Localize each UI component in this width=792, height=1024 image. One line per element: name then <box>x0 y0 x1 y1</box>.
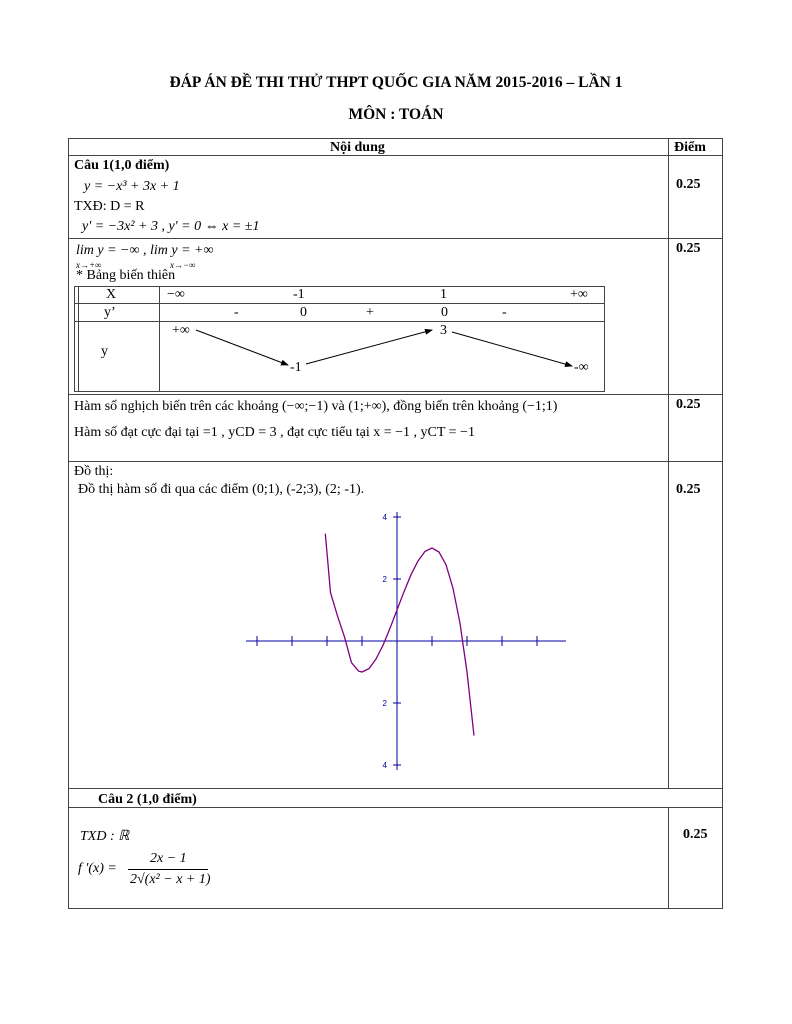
document-title: ĐÁP ÁN ĐỀ THI THỬ THPT QUỐC GIA NĂM 2015-2016 – LẦN 1 <box>169 74 623 91</box>
row-divider <box>68 155 723 156</box>
vt-row-yprime: y’ <box>104 305 116 320</box>
subject-title: MÔN : TOÁN <box>348 106 444 123</box>
column-divider-q2 <box>668 807 669 909</box>
row-divider <box>68 788 723 789</box>
function-curve <box>325 534 474 736</box>
variation-table <box>74 286 605 392</box>
vt-sign: 0 <box>300 305 307 320</box>
q1-graph-label: Đồ thị: <box>74 464 114 479</box>
fraction-bar <box>128 869 208 870</box>
function-graph <box>244 508 574 778</box>
q1-score-3: 0.25 <box>676 397 701 412</box>
q1-graph-description: Đồ thị hàm số đi qua các điểm (0;1), (-2;3), (2; -1). <box>78 482 365 497</box>
q1-function: y = −x³ + 3x + 1 <box>84 179 180 194</box>
q1-derivative: y' = −3x² + 3 , y' = 0 ⇔ x = ±1 <box>82 219 260 234</box>
vt-sign: + <box>366 305 374 320</box>
q2-denominator: 2√(x² − x + 1) <box>130 872 211 887</box>
score-column-header: Điểm <box>674 140 706 155</box>
vt-row-x: X <box>106 287 117 302</box>
vt-col-divider <box>159 286 160 392</box>
vt-y-val: +∞ <box>172 323 190 338</box>
question-2-heading: Câu 2 (1,0 điểm) <box>98 792 197 807</box>
q1-score-1: 0.25 <box>676 177 701 192</box>
q1-limits: lim y = −∞ , lim y = +∞ <box>76 243 214 258</box>
q1-domain: TXĐ: D = R <box>74 199 145 214</box>
vt-x-val: 1 <box>440 287 447 302</box>
q1-extrema: Hàm số đạt cực đại tại =1 , yCD = 3 , đạt cực tiểu tại x = −1 , yCT = −1 <box>74 425 475 440</box>
content-column-header: Nội dung <box>330 140 385 155</box>
y-tick-label: 2 <box>382 575 387 584</box>
y-tick-label: 4 <box>382 761 387 770</box>
row-divider <box>68 394 723 395</box>
q1-score-4: 0.25 <box>676 482 701 497</box>
vt-y-val: 3 <box>440 323 447 338</box>
q1-score-2: 0.25 <box>676 241 701 256</box>
y-tick-label: 4 <box>382 513 387 522</box>
vt-row-y: y <box>101 344 108 359</box>
vt-y-val: -1 <box>290 360 302 375</box>
q1-monotonicity: Hàm số nghịch biến trên các khoảng (−∞;−1) và (1;+∞), đồng biến trên khoảng (−1;1) <box>74 399 558 414</box>
vt-sign: - <box>502 305 507 320</box>
column-divider <box>668 138 669 788</box>
vt-sign: - <box>234 305 239 320</box>
vt-y-val: -∞ <box>574 360 589 375</box>
vt-row-divider <box>74 303 605 304</box>
variation-table-label: * Bảng biến thiên <box>76 268 176 283</box>
vt-x-val: +∞ <box>570 287 588 302</box>
q2-score: 0.25 <box>683 827 708 842</box>
q2-domain: TXD : ℝ <box>80 829 130 844</box>
y-tick-label: 2 <box>382 699 387 708</box>
vt-sign: 0 <box>441 305 448 320</box>
vt-x-val: −∞ <box>167 287 185 302</box>
row-divider <box>68 238 723 239</box>
q2-derivative-lhs: f '(x) = <box>78 861 117 876</box>
vt-x-val: -1 <box>293 287 305 302</box>
row-divider <box>68 461 723 462</box>
q1-limit-sub-1: x→+∞ <box>76 260 102 270</box>
question-1-heading: Câu 1(1,0 điểm) <box>74 158 170 173</box>
vt-inner-border <box>78 286 79 392</box>
q2-numerator: 2x − 1 <box>150 851 187 866</box>
q1-limit-sub-2: x→−∞ <box>170 260 196 270</box>
vt-row-divider <box>74 321 605 322</box>
